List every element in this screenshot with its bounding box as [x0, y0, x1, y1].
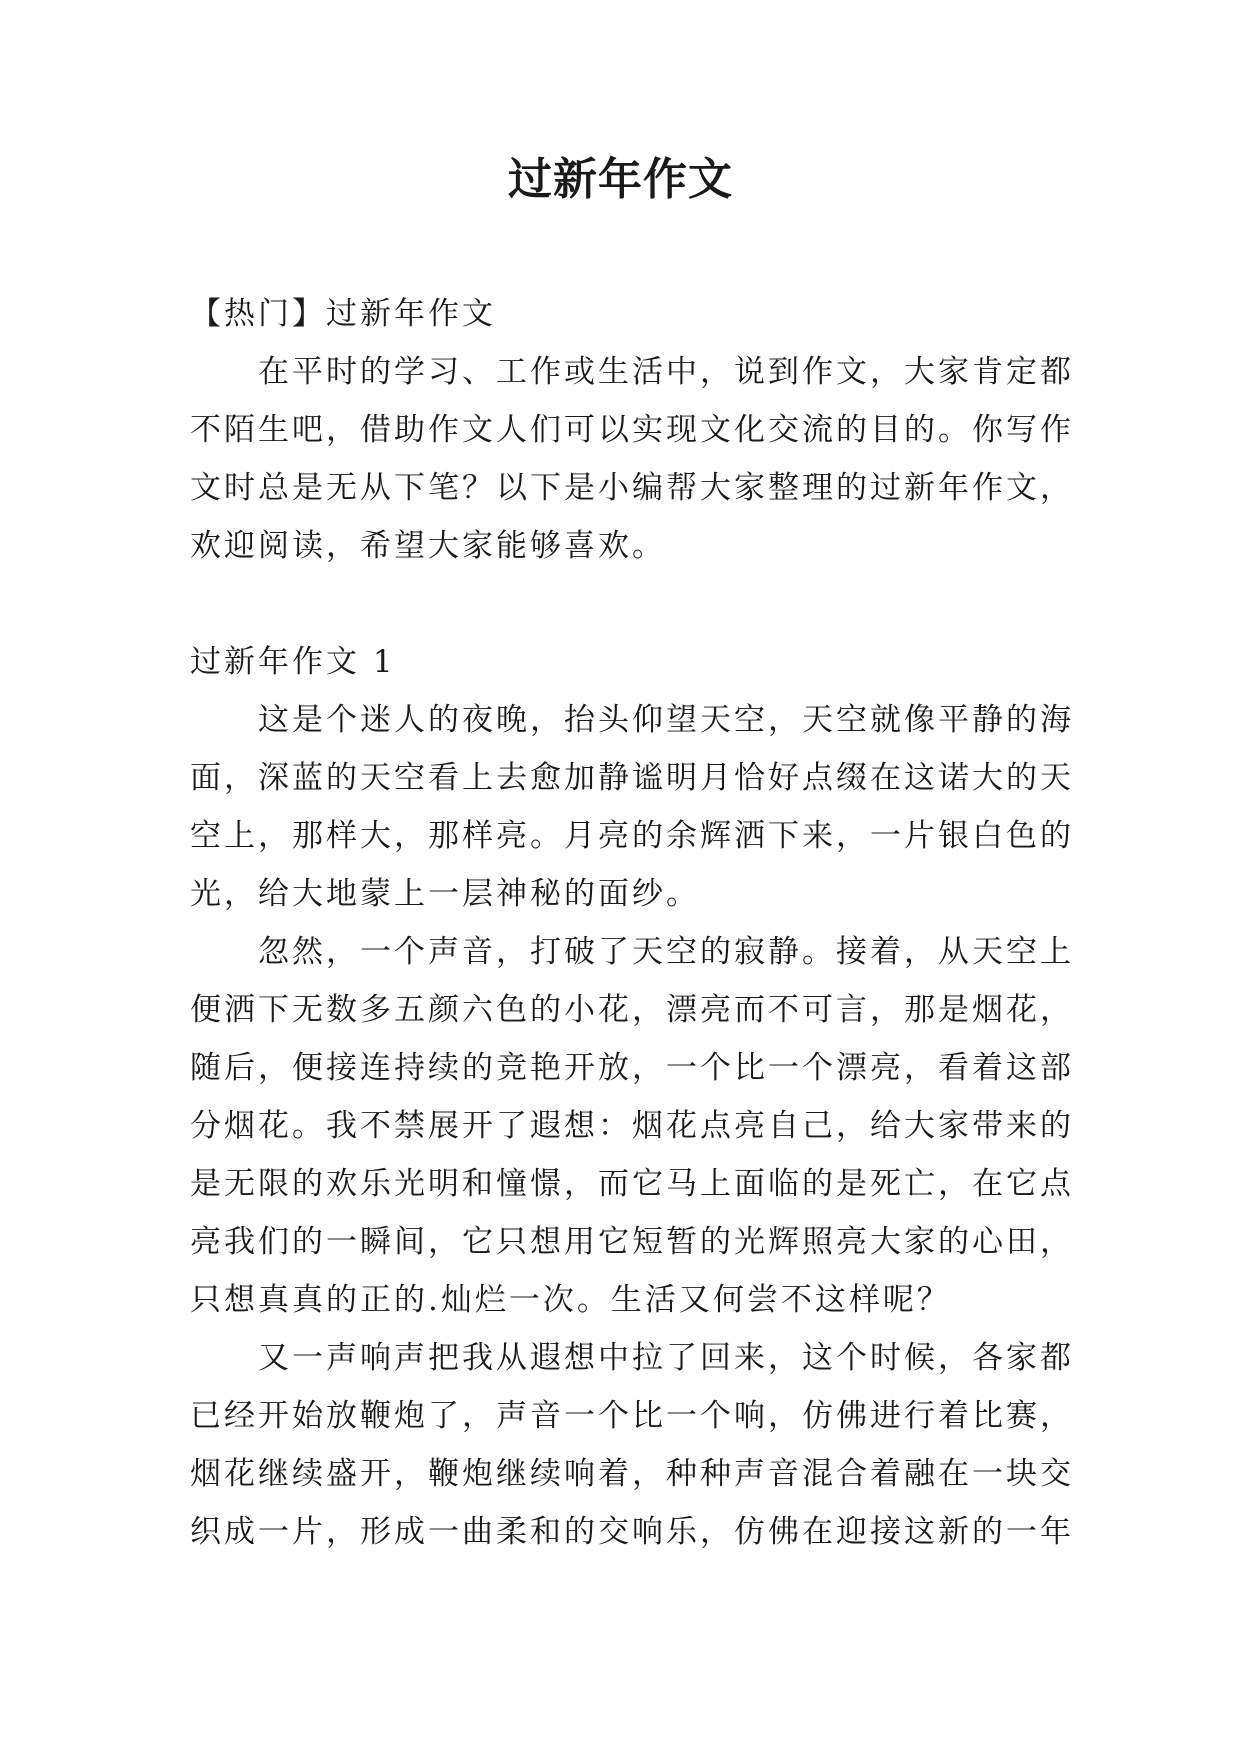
paragraph-line: 光，给大地蒙上一层神秘的面纱。 — [190, 876, 700, 912]
paragraph-line: 已经开始放鞭炮了，声音一个比一个响，仿佛进行着比赛， — [190, 1398, 1074, 1434]
paragraph-line: 随后，便接连持续的竞艳开放，一个比一个漂亮，看着这部 — [190, 1050, 1074, 1086]
intro-line: 文时总是无从下笔？以下是小编帮大家整理的过新年作文， — [190, 470, 1074, 506]
paragraph-line: 只想真真的正的.灿烂一次。生活又何尝不这样呢？ — [190, 1282, 951, 1318]
document-title: 过新年作文 — [508, 154, 733, 205]
document-body — [190, 285, 1074, 1561]
intro-paragraph — [190, 343, 1074, 575]
paragraph-line: 分烟花。我不禁展开了遐想：烟花点亮自己，给大家带来的 — [190, 1108, 1074, 1144]
section-heading: 过新年作文 1 — [190, 644, 396, 680]
paragraph-spacer — [190, 575, 1062, 633]
intro-line: 在平时的学习、工作或生活中，说到作文，大家肯定都 — [258, 354, 1074, 390]
document-subtitle: 【热门】过新年作文 — [190, 296, 496, 332]
paragraph-line: 又一声响声把我从遐想中拉了回来，这个时候，各家都 — [258, 1340, 1074, 1376]
paragraph-line: 烟花继续盛开，鞭炮继续响着，种种声音混合着融在一块交 — [190, 1456, 1074, 1492]
paragraph-line: 织成一片，形成一曲柔和的交响乐，仿佛在迎接这新的一年 — [190, 1514, 1074, 1550]
paragraph-3 — [190, 1329, 1074, 1561]
paragraph-line: 亮我们的一瞬间，它只想用它短暂的光辉照亮大家的心田， — [190, 1224, 1074, 1260]
intro-line: 欢迎阅读，希望大家能够喜欢。 — [190, 528, 666, 564]
paragraph-line: 忽然，一个声音，打破了天空的寂静。接着，从天空上 — [258, 934, 1074, 970]
paragraph-line: 这是个迷人的夜晚，抬头仰望天空，天空就像平静的海 — [258, 702, 1074, 738]
paragraph-line: 是无限的欢乐光明和憧憬，而它马上面临的是死亡，在它点 — [190, 1166, 1074, 1202]
paragraph-line: 面，深蓝的天空看上去愈加静谧明月恰好点缀在这诺大的天 — [190, 760, 1074, 796]
paragraph-1 — [190, 691, 1074, 923]
intro-line: 不陌生吧，借助作文人们可以实现文化交流的目的。你写作 — [190, 412, 1074, 448]
paragraph-line: 便洒下无数多五颜六色的小花，漂亮而不可言，那是烟花， — [190, 992, 1074, 1028]
paragraph-line: 空上，那样大，那样亮。月亮的余辉洒下来，一片银白色的 — [190, 818, 1074, 854]
paragraph-2 — [190, 923, 1074, 1329]
